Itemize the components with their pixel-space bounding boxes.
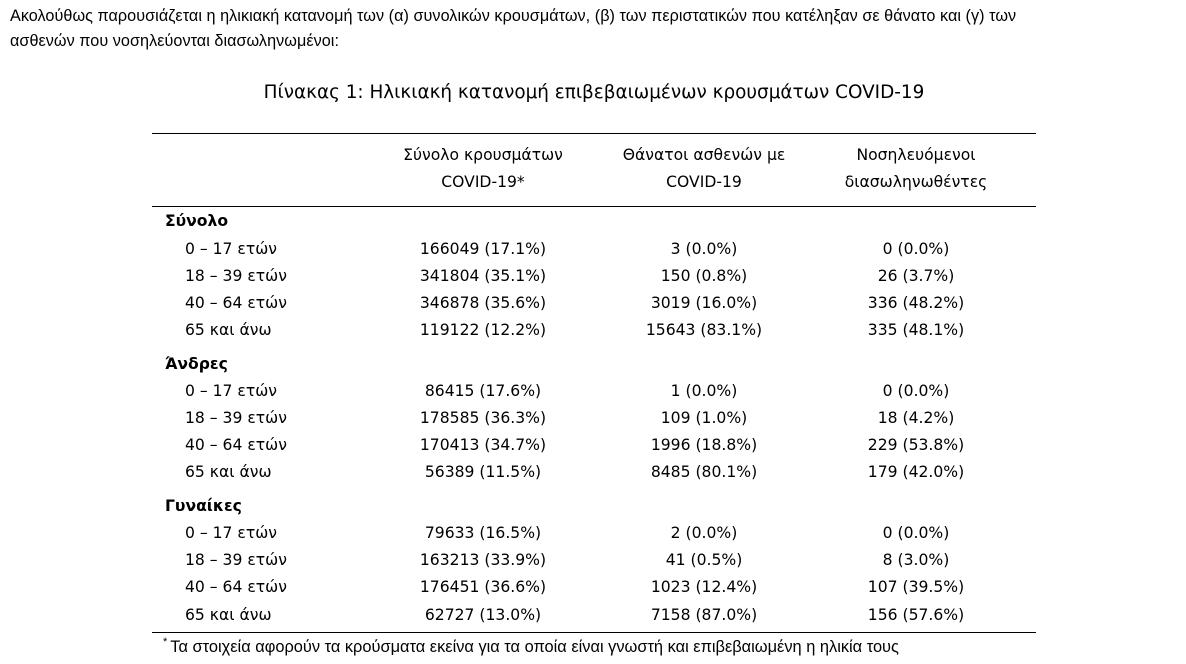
- cell-deaths: 1 (0.0%): [670, 382, 738, 400]
- cell-deaths: 7158 (87.0%): [650, 606, 758, 624]
- row-age-label: 18 – 39 ετών: [185, 267, 287, 285]
- cell-cases: 176451 (36.6%): [419, 578, 547, 596]
- header-intubated-line-1: Νοσηλευόμενοι: [856, 146, 976, 164]
- cell-intubated: 335 (48.1%): [867, 321, 965, 339]
- cell-intubated: 229 (53.8%): [867, 436, 965, 454]
- table-caption: Πίνακας 1: Ηλικιακή κατανομή επιβεβαιωμένων κρουσμάτων COVID-19: [263, 82, 925, 103]
- cell-deaths: 3019 (16.0%): [650, 294, 758, 312]
- row-age-label: 0 – 17 ετών: [185, 382, 278, 400]
- cell-cases: 341804 (35.1%): [419, 267, 547, 285]
- table-top-rule: [152, 133, 1036, 134]
- footnote-text: Τα στοιχεία αφορούν τα κρούσματα εκείνα για τα οποία είναι γνωστή και επιβεβαιωμένη η ηλικία τους: [170, 638, 899, 656]
- header-total-cases-line-1: Σύνολο κρουσμάτων: [403, 146, 563, 164]
- row-age-label: 40 – 64 ετών: [185, 578, 287, 596]
- cell-cases: 346878 (35.6%): [419, 294, 547, 312]
- cell-deaths: 150 (0.8%): [660, 267, 748, 285]
- cell-intubated: 8 (3.0%): [882, 551, 950, 569]
- row-age-label: 0 – 17 ετών: [185, 524, 278, 542]
- cell-cases: 166049 (17.1%): [419, 240, 547, 258]
- group-heading-total: Σύνολο: [165, 212, 229, 230]
- header-intubated-line-2: διασωληνωθέντες: [844, 173, 988, 191]
- cell-deaths: 41 (0.5%): [665, 551, 743, 569]
- row-age-label: 18 – 39 ετών: [185, 409, 287, 427]
- cell-cases: 62727 (13.0%): [424, 606, 542, 624]
- cell-deaths: 109 (1.0%): [660, 409, 748, 427]
- intro-paragraph: [10, 4, 1182, 54]
- group-heading-men: Άνδρες: [165, 355, 228, 373]
- cell-intubated: 0 (0.0%): [882, 524, 950, 542]
- row-age-label: 65 και άνω: [185, 321, 272, 339]
- cell-deaths: 1996 (18.8%): [650, 436, 758, 454]
- table-footnote: [163, 634, 899, 660]
- cell-cases: 119122 (12.2%): [419, 321, 547, 339]
- cell-deaths: 3 (0.0%): [670, 240, 738, 258]
- cell-cases: 163213 (33.9%): [419, 551, 547, 569]
- cell-deaths: 2 (0.0%): [670, 524, 738, 542]
- cell-intubated: 107 (39.5%): [867, 578, 965, 596]
- cell-cases: 56389 (11.5%): [424, 463, 542, 481]
- cell-cases: 86415 (17.6%): [424, 382, 542, 400]
- cell-cases: 170413 (34.7%): [419, 436, 547, 454]
- row-age-label: 18 – 39 ετών: [185, 551, 287, 569]
- cell-intubated: 336 (48.2%): [867, 294, 965, 312]
- cell-cases: 79633 (16.5%): [424, 524, 542, 542]
- header-deaths-line-2: COVID-19: [666, 173, 742, 191]
- cell-cases: 178585 (36.3%): [419, 409, 547, 427]
- cell-intubated: 18 (4.2%): [877, 409, 955, 427]
- row-age-label: 65 και άνω: [185, 606, 272, 624]
- table-header-rule: [152, 206, 1036, 207]
- header-total-cases-line-2: COVID-19*: [441, 173, 525, 191]
- cell-deaths: 8485 (80.1%): [650, 463, 758, 481]
- group-heading-women: Γυναίκες: [165, 497, 242, 515]
- header-intubated: [786, 142, 1046, 196]
- footnote-marker: *: [163, 636, 168, 648]
- cell-intubated: 0 (0.0%): [882, 240, 950, 258]
- cell-intubated: 156 (57.6%): [867, 606, 965, 624]
- row-age-label: 65 και άνω: [185, 463, 272, 481]
- intro-line-1: Ακολούθως παρουσιάζεται η ηλικιακή κατανομή των (α) συνολικών κρουσμάτων, (β) των περιστατικών που κατέληξαν σε θάνατο και (γ) των: [10, 7, 1017, 25]
- cell-intubated: 26 (3.7%): [877, 267, 955, 285]
- intro-line-2: ασθενών που νοσηλεύονται διασωληνωμένοι:: [10, 32, 339, 50]
- row-age-label: 0 – 17 ετών: [185, 240, 278, 258]
- header-deaths-line-1: Θάνατοι ασθενών με: [622, 146, 786, 164]
- cell-intubated: 0 (0.0%): [882, 382, 950, 400]
- cell-deaths: 15643 (83.1%): [645, 321, 763, 339]
- row-age-label: 40 – 64 ετών: [185, 294, 287, 312]
- row-age-label: 40 – 64 ετών: [185, 436, 287, 454]
- cell-deaths: 1023 (12.4%): [650, 578, 758, 596]
- table-bottom-rule: [152, 632, 1036, 633]
- cell-intubated: 179 (42.0%): [867, 463, 965, 481]
